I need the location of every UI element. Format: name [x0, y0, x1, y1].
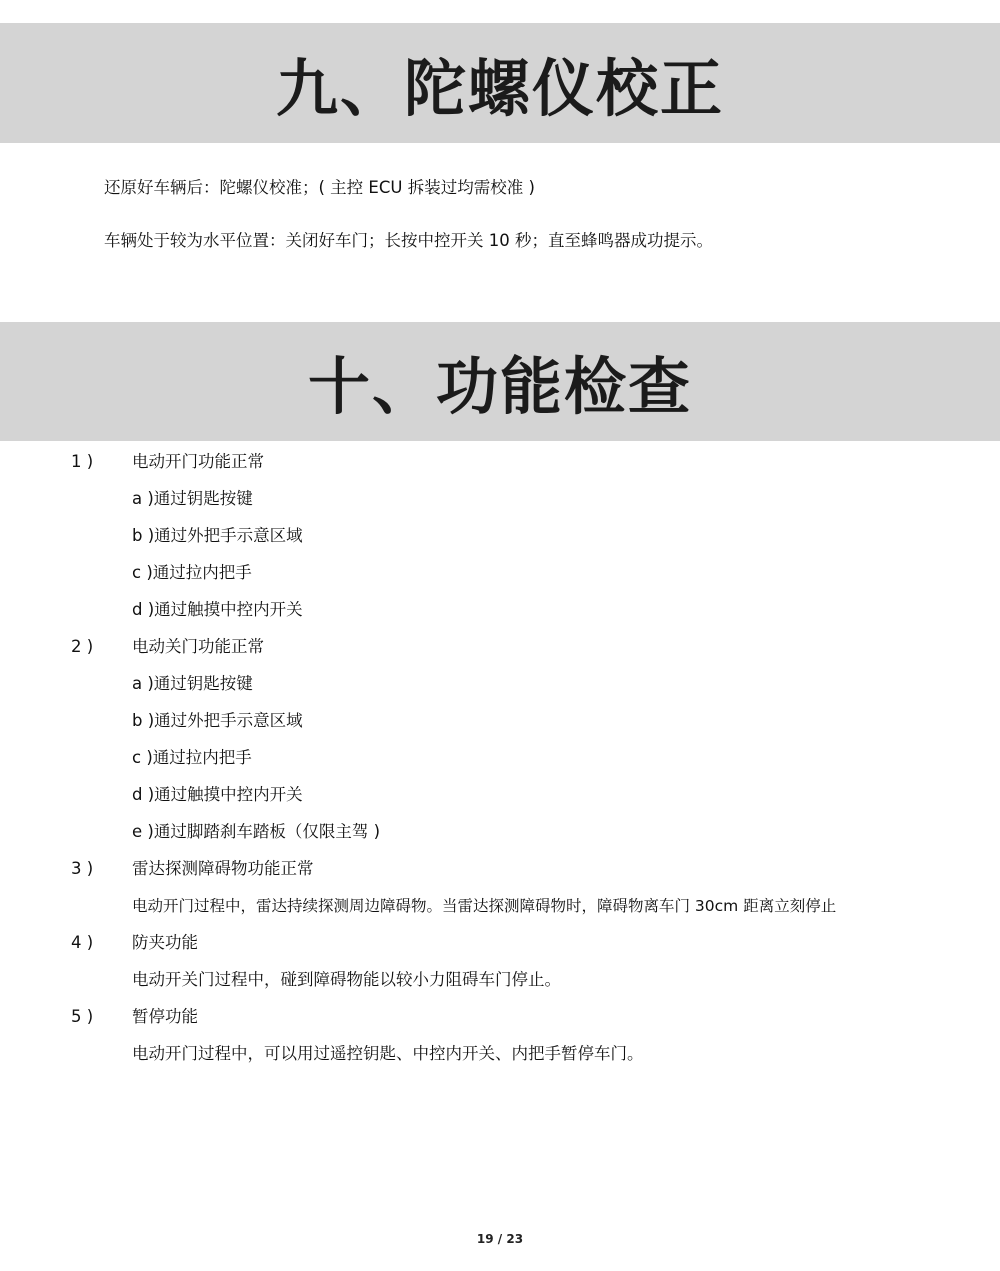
item-label: 暂停功能 [132, 1007, 198, 1026]
sub-item-text: b )通过外把手示意区域 [132, 711, 303, 730]
item-number: 1 ) [71, 452, 94, 471]
item-label: 电动开门功能正常 [132, 452, 264, 471]
item-label: 防夹功能 [132, 933, 198, 952]
sub-item-text: 电动开关门过程中，碰到障碍物能以较小力阻碍车门停止。 [132, 970, 561, 989]
sub-item-text: c )通过拉内把手 [132, 748, 252, 767]
page-number: 19 / 23 [476, 1232, 524, 1246]
sub-item-text: d )通过触摸中控内开关 [132, 600, 303, 619]
section-9-title: 九、陀螺仪校正 [275, 51, 724, 125]
item-number: 5 ) [71, 1007, 94, 1026]
sub-item-text: e )通过脚踏刹车踏板（仅限主驾 ) [132, 822, 381, 841]
item-label: 雷达探测障碍物功能正常 [132, 859, 314, 878]
item-number: 4 ) [71, 933, 94, 952]
section-10-banner [0, 322, 1000, 441]
section-10-title: 十、功能检查 [307, 350, 692, 423]
sub-item-text: c )通过拉内把手 [132, 563, 252, 582]
item-label: 电动关门功能正常 [132, 637, 264, 656]
sub-item-text: a )通过钥匙按键 [132, 489, 253, 508]
sub-item-text: 电动开门过程中，可以用过遥控钥匙、中控内开关、内把手暂停车门。 [132, 1044, 644, 1063]
sub-item-text: 电动开门过程中，雷达持续探测周边障碍物。当雷达探测障碍物时，障碍物离车门 30cm 距离立刻停止 [132, 897, 837, 915]
sub-item-text: b )通过外把手示意区域 [132, 526, 303, 545]
section-9-banner [0, 23, 1000, 143]
section-9-paragraph-2: 车辆处于较为水平位置：关闭好车门；长按中控开关 10 秒；直至蜂鸣器成功提示。 [104, 231, 713, 250]
sub-item-text: d )通过触摸中控内开关 [132, 785, 303, 804]
sub-item-text: a )通过钥匙按键 [132, 674, 253, 693]
item-number: 3 ) [71, 859, 94, 878]
section-9-paragraph-1: 还原好车辆后：陀螺仪校准；( 主控 ECU 拆装过均需校准 ) [104, 178, 535, 197]
item-number: 2 ) [71, 637, 94, 656]
